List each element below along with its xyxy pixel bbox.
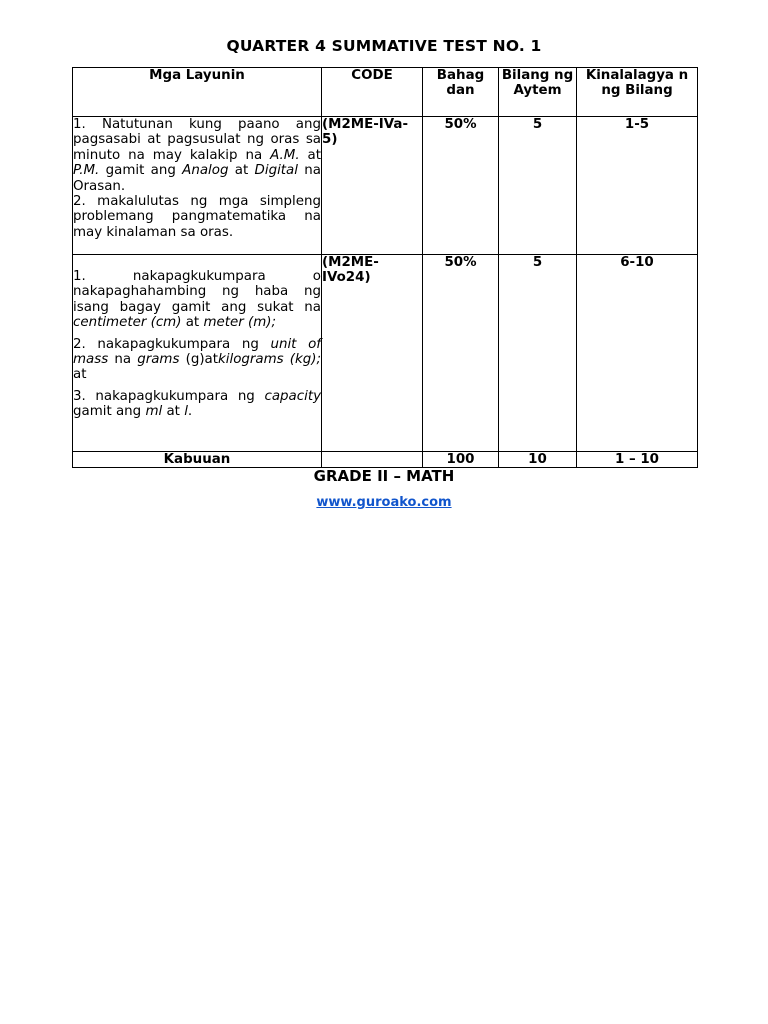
code-cell: (M2ME-IVa-5) bbox=[322, 117, 423, 255]
total-items: 10 bbox=[499, 452, 577, 468]
items-cell: 5 bbox=[499, 255, 577, 452]
objectives-cell bbox=[73, 255, 322, 452]
page-title: QUARTER 4 SUMMATIVE TEST NO. 1 bbox=[226, 37, 542, 55]
objective-item: 1. nakapagkukumpara o nakapaghahambing ng haba ng isang bagay gamit ang sukat na centimeter (cm) at meter (m); bbox=[73, 269, 321, 331]
header-row bbox=[73, 68, 698, 117]
website-link-wrapper bbox=[0, 495, 768, 510]
table-of-specifications bbox=[72, 67, 698, 468]
objectives-cell bbox=[73, 117, 322, 255]
percentage-cell: 50% bbox=[423, 117, 499, 255]
objective-item: 1. Natutunan kung paano ang pagsasabi at pagsusulat ng oras sa minuto na may kalakip na A.M. at P.M. gamit ang Analog at Digital na Orasan. bbox=[73, 117, 321, 194]
items-cell: 5 bbox=[499, 117, 577, 255]
header-percentage: Bahag dan bbox=[423, 68, 499, 117]
total-percentage: 100 bbox=[423, 452, 499, 468]
objective-item: 2. makalulutas ng mga simpleng problemang pangmatematika na may kinalaman sa oras. bbox=[73, 194, 321, 240]
percentage-cell: 50% bbox=[423, 255, 499, 452]
objective-item: 2. nakapagkukumpara ng unit of mass na grams (g)atkilograms (kg); at bbox=[73, 336, 321, 383]
header-items: Bilang ng Aytem bbox=[499, 68, 577, 117]
placement-cell: 1-5 bbox=[577, 117, 698, 255]
placement-cell: 6-10 bbox=[577, 255, 698, 452]
total-placement: 1 – 10 bbox=[577, 452, 698, 468]
total-label: Kabuuan bbox=[73, 452, 322, 468]
website-link[interactable]: www.guroako.com bbox=[316, 495, 452, 510]
grade-subject-title: GRADE II – MATH bbox=[313, 467, 455, 485]
total-code bbox=[322, 452, 423, 468]
objective-item: 3. nakapagkukumpara ng capacity gamit ang ml at l. bbox=[73, 388, 321, 420]
table-row bbox=[73, 255, 698, 452]
header-placement: Kinalalagya n ng Bilang bbox=[577, 68, 698, 117]
header-objectives: Mga Layunin bbox=[73, 68, 322, 117]
total-row bbox=[73, 452, 698, 468]
header-code: CODE bbox=[322, 68, 423, 117]
code-cell: (M2ME-IVo24) bbox=[322, 255, 423, 452]
table-row bbox=[73, 117, 698, 255]
